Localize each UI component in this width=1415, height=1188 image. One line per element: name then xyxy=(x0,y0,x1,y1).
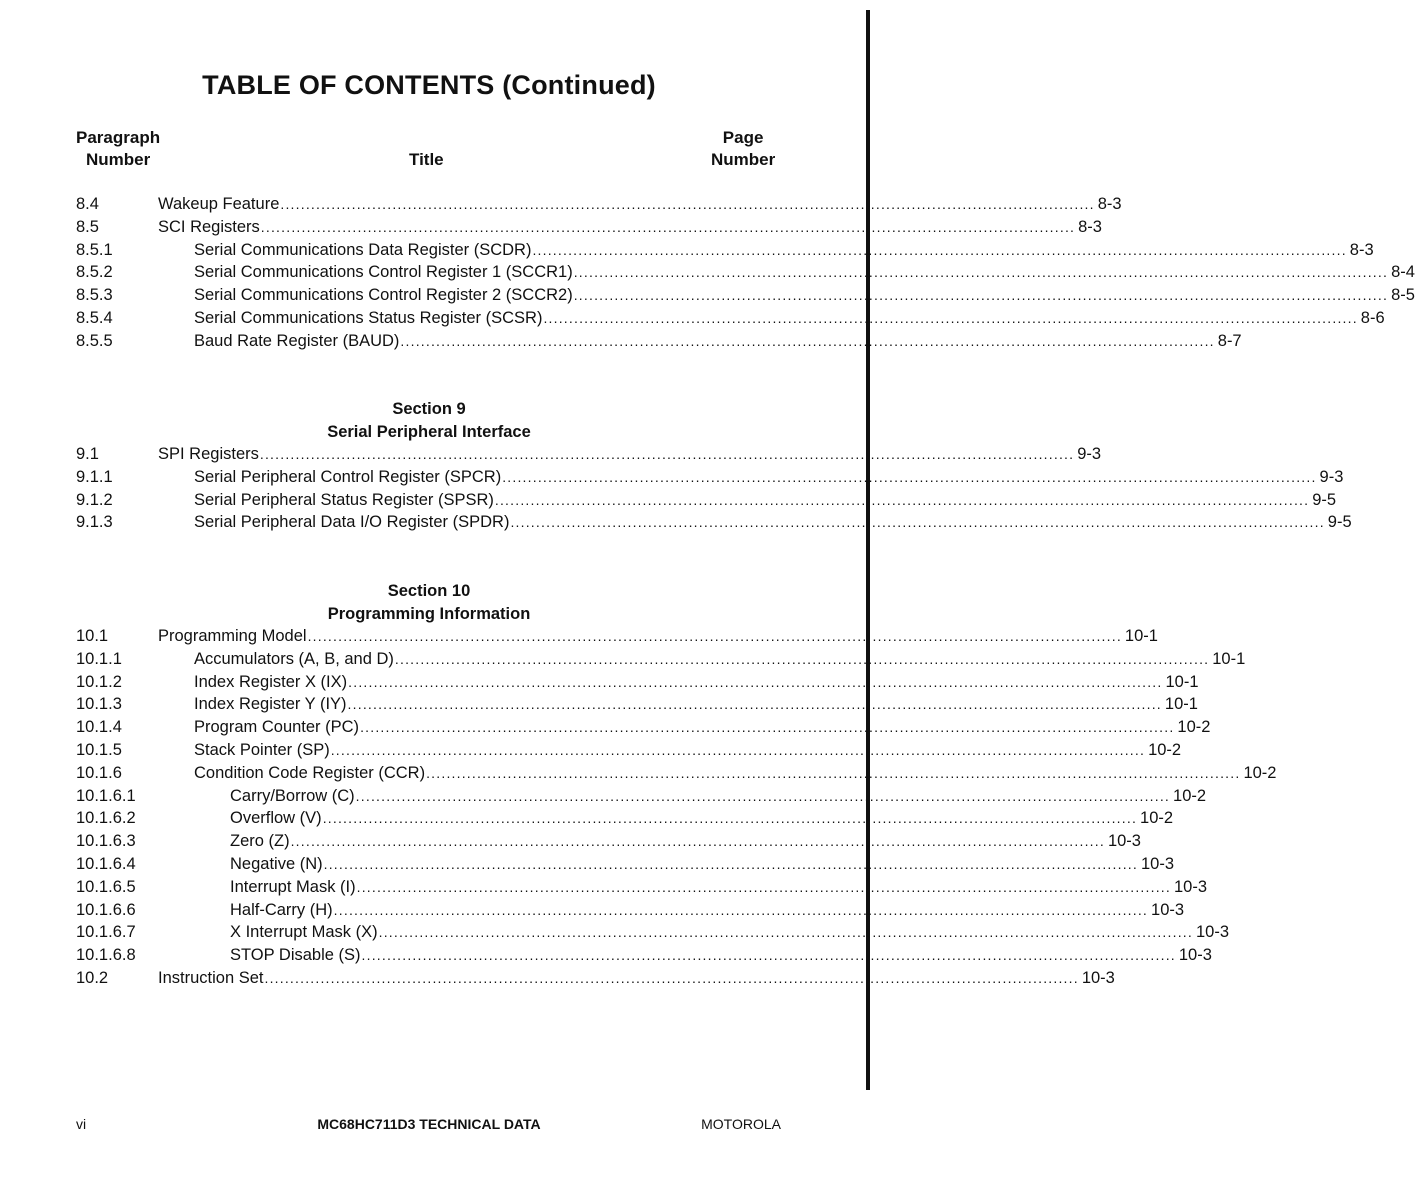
toc-entry-title: Index Register X (IX) xyxy=(194,671,348,694)
toc-entry-number: 10.1.6.1 xyxy=(76,786,136,805)
toc-entry-number: 8.5.1 xyxy=(76,240,113,259)
toc-entry-title: Serial Communications Status Register (SCSR) xyxy=(194,307,543,330)
page-number-header xyxy=(711,127,775,171)
toc-entry-number: 10.1.6.4 xyxy=(76,854,136,873)
toc-entry xyxy=(76,330,1242,353)
toc-entry xyxy=(76,511,1352,534)
toc-entry-line xyxy=(194,762,1277,785)
toc-entry-number: 10.1.1 xyxy=(76,649,122,668)
toc-entry-line xyxy=(194,330,1242,353)
toc-entry-line xyxy=(194,489,1337,512)
footer-brand: MOTOROLA xyxy=(701,1116,781,1132)
toc-entry xyxy=(76,239,1374,262)
toc-entry-page: 10-2 xyxy=(1173,786,1207,805)
toc-entry-page: 9-3 xyxy=(1077,445,1102,463)
page-title: TABLE OF CONTENTS (Continued) xyxy=(202,70,656,100)
toc-entry-title: Serial Communications Control Register 1 (SCCR1) xyxy=(194,261,574,284)
toc-entry-number: 8.5.3 xyxy=(76,286,113,305)
toc-leader-dots: ................................................................................................................................................................ xyxy=(573,264,1389,281)
section-10-label: Section 10 xyxy=(387,582,471,600)
toc-entry xyxy=(76,944,1212,967)
toc-entry-title: Serial Peripheral Status Register (SPSR) xyxy=(194,489,495,512)
toc-entry-title: Accumulators (A, B, and D) xyxy=(194,648,395,671)
toc-entry-page: 10-2 xyxy=(1243,763,1277,782)
toc-entry-title: Overflow (V) xyxy=(230,807,323,830)
toc-entry-number: 10.1.6.8 xyxy=(76,946,136,965)
toc-entry-number: 10.1.6.6 xyxy=(76,900,136,919)
section-9-title: Serial Peripheral Interface xyxy=(327,423,531,441)
toc-entry-title: Serial Peripheral Data I/O Register (SPDR) xyxy=(194,511,510,534)
toc-entry xyxy=(76,899,1185,922)
toc-entry-number: 10.1 xyxy=(76,627,109,645)
toc-leader-dots: ................................................................................................................................................................ xyxy=(361,947,1176,964)
toc-entry xyxy=(76,762,1277,785)
toc-entry-number: 10.1.6.3 xyxy=(76,832,136,851)
toc-entry xyxy=(76,307,1385,330)
toc-entry-line xyxy=(194,716,1211,739)
toc-group-section-8 xyxy=(76,193,1415,353)
toc-entry xyxy=(76,466,1344,489)
toc-leader-dots: ................................................................................................................................................................ xyxy=(330,741,1146,758)
toc-entry-line xyxy=(194,261,1415,284)
toc-entry-number: 8.5 xyxy=(76,217,99,236)
toc-entry-number: 10.1.6 xyxy=(76,763,122,782)
toc-entry-line xyxy=(158,443,1102,466)
toc-entry-title: Interrupt Mask (I) xyxy=(230,876,357,899)
paragraph-header-line2: Number xyxy=(86,150,151,169)
toc-entry-line xyxy=(194,284,1415,307)
toc-leader-dots: ................................................................................................................................................................ xyxy=(322,810,1138,827)
section-9-label: Section 9 xyxy=(392,400,466,418)
toc-entry-line xyxy=(194,307,1385,330)
toc-entry-title: Half-Carry (H) xyxy=(230,899,334,922)
toc-entry-number: 9.1.3 xyxy=(76,513,113,532)
toc-entry-number: 10.1.4 xyxy=(76,718,122,737)
toc-entry-line xyxy=(230,853,1174,876)
toc-entry-line xyxy=(158,193,1122,216)
toc-leader-dots: ................................................................................................................................................................ xyxy=(260,218,1076,235)
paragraph-number-header xyxy=(76,127,160,171)
toc-entry-title: SPI Registers xyxy=(158,443,260,466)
toc-entry-page: 10-3 xyxy=(1178,946,1212,965)
toc-entry-line xyxy=(194,671,1199,694)
toc-entry-page: 8-4 xyxy=(1391,263,1415,282)
toc-entry xyxy=(76,216,1102,239)
toc-entry-page: 8-3 xyxy=(1097,195,1122,213)
toc-entry xyxy=(76,807,1174,830)
toc-leader-dots: ................................................................................................................................................................ xyxy=(259,446,1075,462)
toc-entry-number: 10.1.6.2 xyxy=(76,809,136,828)
toc-leader-dots: ................................................................................................................................................................ xyxy=(307,628,1122,644)
toc-entry xyxy=(76,739,1182,762)
toc-entry-title: SCI Registers xyxy=(158,216,261,239)
toc-entry-title: Instruction Set xyxy=(158,967,264,990)
toc-leader-dots: ................................................................................................................................................................ xyxy=(573,287,1389,304)
toc-entry-title: Condition Code Register (CCR) xyxy=(194,762,426,785)
toc-entry-number: 8.5.2 xyxy=(76,263,113,282)
toc-entry-number: 9.1 xyxy=(76,445,99,463)
toc-leader-dots: ................................................................................................................................................................ xyxy=(378,924,1193,941)
toc-entry-number: 10.1.6.5 xyxy=(76,877,136,896)
toc-entry-page: 9-3 xyxy=(1319,467,1344,486)
toc-entry xyxy=(76,648,1246,671)
toc-entry-page: 9-5 xyxy=(1327,513,1352,532)
toc-entry-line xyxy=(194,511,1352,534)
toc-entry-title: Program Counter (PC) xyxy=(194,716,360,739)
toc-leader-dots: ................................................................................................................................................................ xyxy=(355,787,1171,804)
toc-entry-title: Programming Model xyxy=(158,625,308,648)
toc-leader-dots: ................................................................................................................................................................ xyxy=(426,764,1241,781)
toc-entry-page: 8-3 xyxy=(1349,240,1374,259)
toc-entry-line xyxy=(194,239,1374,262)
toc-entry xyxy=(76,876,1207,899)
toc-entry-page: 10-3 xyxy=(1195,923,1229,942)
toc-entry-page: 8-7 xyxy=(1217,331,1242,350)
toc-entry xyxy=(76,443,1102,466)
toc-entry-line xyxy=(194,739,1182,762)
page-header-line2: Number xyxy=(711,150,776,169)
toc-entry-page: 10-3 xyxy=(1081,968,1115,987)
toc-entry-title: STOP Disable (S) xyxy=(230,944,362,967)
toc-entry-page: 10-1 xyxy=(1212,649,1246,668)
toc-entry-title: Carry/Borrow (C) xyxy=(230,785,356,808)
toc-entry xyxy=(76,261,1415,284)
toc-entry-line xyxy=(230,830,1141,853)
section-10-title: Programming Information xyxy=(327,605,531,623)
toc-entry xyxy=(76,625,1158,648)
toc-leader-dots: ................................................................................................................................................................ xyxy=(323,855,1138,872)
toc-entry xyxy=(76,785,1207,808)
toc-entry-number: 10.2 xyxy=(76,968,109,987)
toc-entry-page: 8-3 xyxy=(1078,217,1102,236)
toc-entry-title: Serial Communications Data Register (SCDR) xyxy=(194,239,532,262)
toc-entry-title: Zero (Z) xyxy=(230,830,291,853)
toc-entry-page: 10-1 xyxy=(1124,627,1158,645)
toc-entry-line xyxy=(230,785,1207,808)
toc-leader-dots: ................................................................................................................................................................ xyxy=(360,719,1175,736)
toc-entry-number: 9.1.1 xyxy=(76,467,113,486)
toc-leader-dots: ................................................................................................................................................................ xyxy=(290,833,1105,850)
toc-leader-dots: ................................................................................................................................................................ xyxy=(356,878,1171,895)
section-10-heading xyxy=(0,580,858,626)
toc-entry-page: 10-1 xyxy=(1165,672,1199,691)
toc-leader-dots: ................................................................................................................................................................ xyxy=(264,969,1079,986)
toc-leader-dots: ................................................................................................................................................................ xyxy=(280,196,1095,212)
toc-entry xyxy=(76,921,1229,944)
toc-entry xyxy=(76,967,1115,990)
toc-group-section-9 xyxy=(76,443,1352,534)
toc-entry-page: 10-2 xyxy=(1148,740,1182,759)
toc-entry-page: 10-1 xyxy=(1164,695,1198,714)
toc-entry-title: Index Register Y (IY) xyxy=(194,693,348,716)
toc-entry-page: 10-3 xyxy=(1107,832,1141,851)
toc-entry-number: 9.1.2 xyxy=(76,490,113,509)
toc-leader-dots: ................................................................................................................................................................ xyxy=(400,332,1215,349)
toc-entry-line xyxy=(158,967,1115,990)
toc-entry-page: 10-2 xyxy=(1177,718,1211,737)
toc-leader-dots: ................................................................................................................................................................ xyxy=(494,491,1310,508)
paragraph-header-line1: Paragraph xyxy=(76,128,161,147)
toc-entry-page: 10-2 xyxy=(1140,809,1174,828)
toc-entry-line xyxy=(230,876,1207,899)
toc-entry-line xyxy=(194,693,1198,716)
toc-entry-page: 10-3 xyxy=(1140,854,1174,873)
toc-entry xyxy=(76,193,1122,216)
section-9-heading xyxy=(0,398,858,444)
footer-doc-title: MC68HC711D3 TECHNICAL DATA xyxy=(317,1116,541,1132)
toc-entry xyxy=(76,693,1198,716)
toc-leader-dots: ................................................................................................................................................................ xyxy=(532,241,1347,258)
toc-group-section-10 xyxy=(76,625,1277,990)
toc-entry-title: Serial Communications Control Register 2 (SCCR2) xyxy=(194,284,574,307)
footer-page-number: vi xyxy=(76,1116,87,1132)
toc-entry-line xyxy=(230,944,1212,967)
toc-entry-page: 8-6 xyxy=(1360,308,1385,327)
toc-entry-title: Serial Peripheral Control Register (SPCR) xyxy=(194,466,502,489)
toc-entry xyxy=(76,716,1211,739)
toc-entry-line xyxy=(230,807,1174,830)
toc-entry-title: Negative (N) xyxy=(230,853,324,876)
toc-entry xyxy=(76,830,1141,853)
toc-entry-page: 8-5 xyxy=(1391,286,1415,305)
toc-entry-title: Stack Pointer (SP) xyxy=(194,739,331,762)
toc-entry xyxy=(76,853,1174,876)
toc-entry-line xyxy=(230,899,1185,922)
toc-entry-line xyxy=(194,466,1344,489)
toc-entry-title: Baud Rate Register (BAUD) xyxy=(194,330,400,353)
toc-leader-dots: ................................................................................................................................................................ xyxy=(347,696,1162,713)
toc-entry-number: 10.1.3 xyxy=(76,695,122,714)
toc-entry-page: 9-5 xyxy=(1312,490,1337,509)
toc-entry-line xyxy=(194,648,1246,671)
toc-entry-number: 8.5.4 xyxy=(76,308,113,327)
toc-entry-number: 8.5.5 xyxy=(76,331,113,350)
toc-leader-dots: ................................................................................................................................................................ xyxy=(348,673,1163,690)
toc-leader-dots: ................................................................................................................................................................ xyxy=(333,901,1149,918)
toc-entry-page: 10-3 xyxy=(1151,900,1185,919)
toc-entry-title: X Interrupt Mask (X) xyxy=(230,921,379,944)
toc-entry-number: 8.4 xyxy=(76,195,99,213)
toc-entry-line xyxy=(158,216,1102,239)
toc-entry-line xyxy=(158,625,1158,648)
page-header-line1: Page xyxy=(722,128,764,147)
toc-entry-line xyxy=(230,921,1229,944)
toc-leader-dots: ................................................................................................................................................................ xyxy=(502,468,1317,485)
toc-entry-page: 10-3 xyxy=(1173,877,1207,896)
toc-leader-dots: ................................................................................................................................................................ xyxy=(510,514,1325,531)
toc-leader-dots: ................................................................................................................................................................ xyxy=(394,650,1210,667)
toc-entry-title: Wakeup Feature xyxy=(158,193,280,216)
toc-entry xyxy=(76,671,1199,694)
toc-entry xyxy=(76,284,1415,307)
toc-entry-number: 10.1.5 xyxy=(76,740,122,759)
toc-entry xyxy=(76,489,1337,512)
toc-leader-dots: ................................................................................................................................................................ xyxy=(543,309,1358,326)
title-header: Title xyxy=(409,150,444,169)
toc-entry-number: 10.1.6.7 xyxy=(76,923,136,942)
toc-entry-number: 10.1.2 xyxy=(76,672,122,691)
